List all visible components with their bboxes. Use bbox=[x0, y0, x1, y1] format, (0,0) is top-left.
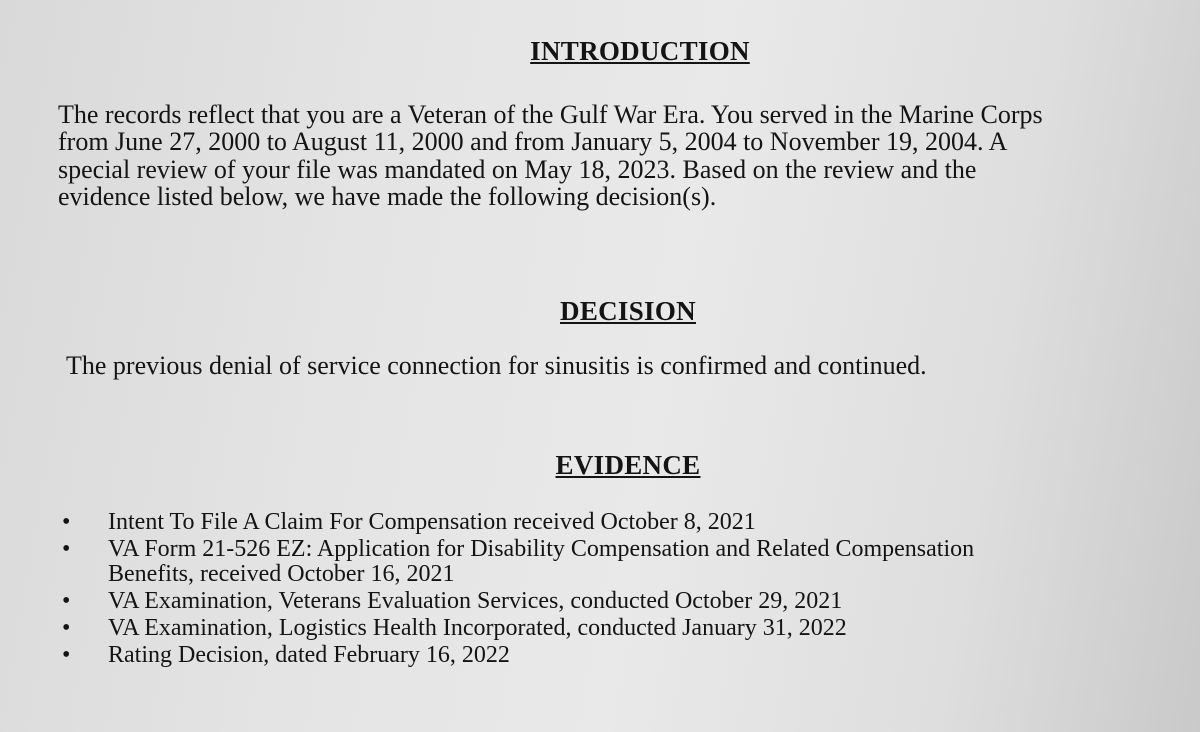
evidence-item bbox=[56, 616, 974, 641]
introduction-paragraph-line: special review of your file was mandated on May 18, 2023. Based on the review and the bbox=[58, 155, 977, 184]
bullet-icon: • bbox=[62, 588, 71, 614]
evidence-item bbox=[56, 643, 974, 668]
introduction-paragraph-line: evidence listed below, we have made the following decision(s). bbox=[58, 182, 717, 211]
evidence-item bbox=[56, 589, 974, 614]
decision-heading: DECISION bbox=[560, 296, 696, 326]
bullet-icon: • bbox=[62, 615, 71, 641]
introduction-paragraph-line: from June 27, 2000 to August 11, 2000 and from January 5, 2004 to November 19, 2004. A bbox=[58, 127, 1008, 156]
evidence-item-text: Intent To File A Claim For Compensation received October 8, 2021 bbox=[108, 509, 756, 535]
evidence-item-text: Benefits, received October 16, 2021 bbox=[108, 561, 455, 587]
introduction-paragraph-line: The records reflect that you are a Veteran of the Gulf War Era. You served in the Marine Corps bbox=[58, 100, 1043, 129]
evidence-item bbox=[56, 537, 974, 587]
bullet-icon: • bbox=[62, 509, 71, 535]
evidence-heading: EVIDENCE bbox=[555, 450, 701, 480]
evidence-item-text: VA Form 21-526 EZ: Application for Disability Compensation and Related Compensation bbox=[108, 536, 975, 562]
evidence-item-text: VA Examination, Veterans Evaluation Services, conducted October 29, 2021 bbox=[108, 588, 843, 614]
bullet-icon: • bbox=[62, 642, 71, 668]
decision-text: The previous denial of service connection for sinusitis is confirmed and continued. bbox=[66, 351, 927, 380]
evidence-item-text: VA Examination, Logistics Health Incorporated, conducted January 31, 2022 bbox=[108, 615, 847, 641]
evidence-item-text: Rating Decision, dated February 16, 2022 bbox=[108, 642, 510, 668]
introduction-heading: INTRODUCTION bbox=[530, 36, 750, 66]
evidence-item bbox=[56, 510, 974, 535]
evidence-list bbox=[56, 510, 974, 670]
bullet-icon: • bbox=[62, 536, 71, 562]
